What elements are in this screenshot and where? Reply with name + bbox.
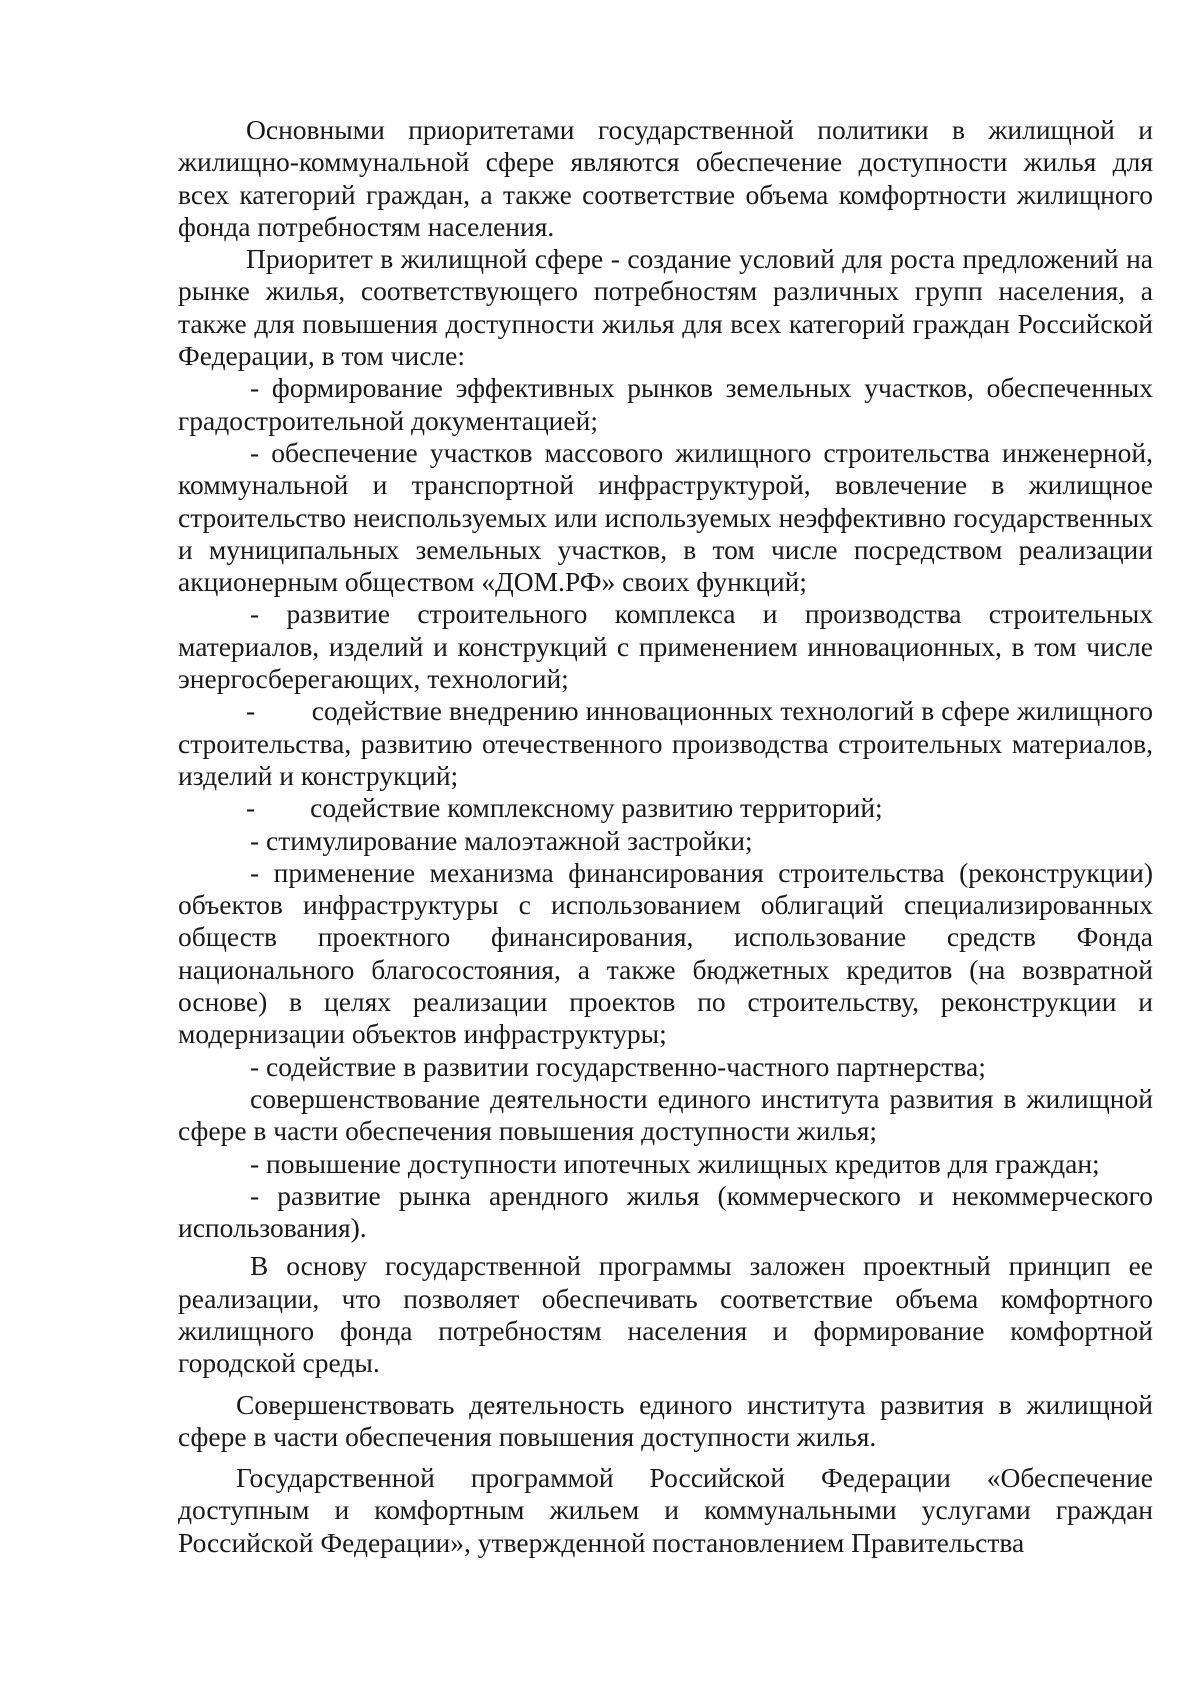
list-item-ppp: - содействие в развитии государственно-частного партнерства;	[250, 1050, 986, 1082]
list-item-low-rise: - стимулирование малоэтажной застройки;	[250, 824, 753, 856]
list-item-mortgage: - повышение доступности ипотечных жилищных кредитов для граждан;	[250, 1147, 1100, 1179]
paragraph-program-principle: В основу государственной программы заложен проектный принцип ее реализации, что позволяет обеспечивать соответствие объема комфортного жилищного фонда потребностям населения и формирование комфортной городской среды.	[178, 1250, 1153, 1379]
paragraph-housing-priority: Приоритет в жилищной сфере - создание условий для роста предложений на рынке жилья, соответствующего потребностям различных групп населения, а также для повышения доступности жилья для всех категорий граждан Российской Федерации, в том числе:	[178, 243, 1153, 372]
paragraph-improve-institute: Совершенствовать деятельность единого института развития в жилищной сфере в части обеспечения повышения доступности жилья.	[178, 1388, 1153, 1452]
list-item-innovation: - содействие внедрению инновационных технологий в сфере жилищного строительства, развитию отечественного производства строительных материалов, изделий и конструкций;	[178, 695, 1160, 791]
document-page	[178, 114, 1160, 1559]
list-item-rental-housing: - развитие рынка арендного жилья (коммерческого и некоммерческого использования).	[178, 1179, 1153, 1244]
paragraph-state-program: Государственной программой Российской Федерации «Обеспечение доступным и комфортным жильем и коммунальными услугами граждан Российской Федерации», утвержденной постановлением Правительства	[178, 1462, 1153, 1558]
list-item-financing: - применение механизма финансирования строительства (реконструкции) объектов инфраструктуры с использованием облигаций специализированных обществ проектного финансирования, использование средств Фонда национального благосостояния, а также бюджетных кредитов (на возвратной основе) в целях реализации проектов по строительству, реконструкции и модернизации объектов инфраструктуры;	[178, 856, 1153, 1050]
list-item-development-institute: совершенствование деятельности единого института развития в жилищной сфере в части обеспечения повышения доступности жилья;	[178, 1082, 1153, 1147]
list-item-construction-complex: - развитие строительного комплекса и производства строительных материалов, изделий и конструкций с применением инновационных, в том числе энергосберегающих, технологий;	[178, 598, 1153, 695]
list-item-land-markets: - формирование эффективных рынков земельных участков, обеспеченных градостроительной документацией;	[178, 372, 1153, 436]
list-item-infrastructure: - обеспечение участков массового жилищного строительства инженерной, коммунальной и транспортной инфраструктурой, вовлечение в жилищное строительство неиспользуемых или используемых неэффективно государственных и муниципальных земельных участков, в том числе посредством реализации акционерным обществом «ДОМ.РФ» своих функций;	[178, 436, 1153, 598]
list-item-territories: - содействие комплексному развитию территорий;	[246, 792, 883, 824]
paragraph-priorities: Основными приоритетами государственной политики в жилищной и жилищно-коммунальной сфере являются обеспечение доступности жилья для всех категорий граждан, а также соответствие объема комфортности жилищного фонда потребностям населения.	[178, 114, 1153, 242]
